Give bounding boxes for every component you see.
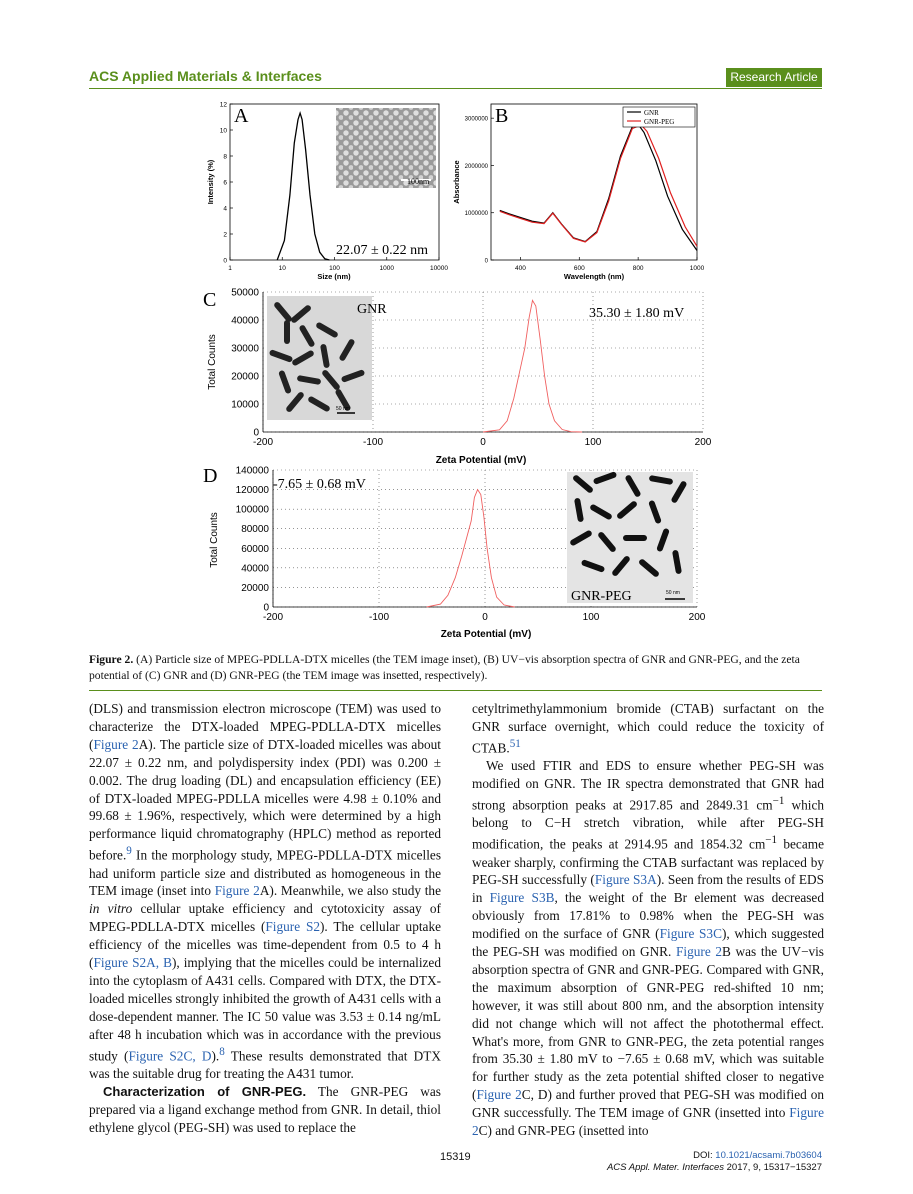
panel-b-x-label: Wavelength (nm) xyxy=(563,272,625,281)
y-tick-label: 0 xyxy=(253,427,259,439)
text-run: The GNR-PEG was prepared via a ligand exchange method from GNR. In detail, thiol ethylene glycol (PEG-SH) was used to replace the xyxy=(89,1083,441,1135)
panel-d-y-ticks xyxy=(236,466,270,614)
journal-name: ACS Applied Materials & Interfaces xyxy=(89,68,322,84)
panel-a-scale-label: 100nm xyxy=(407,177,430,186)
text-run: became weaker sharply, confirming the CTAB surfactant was replaced by PEG-SH successfully ( xyxy=(472,836,824,888)
y-tick-label: 120000 xyxy=(235,485,269,497)
paragraph xyxy=(472,757,824,1140)
text-run: A). Meanwhile, we also study the xyxy=(259,883,441,899)
italic-text: in vitro xyxy=(89,901,133,917)
text-run: In the morphology study, MPEG-PDLLA-DTX micelles had uniform particle size and distributed as homogeneous in the TEM image (inset into xyxy=(89,847,441,899)
panel-c-scale-label: 50 nm xyxy=(336,406,350,412)
y-tick-label: 100000 xyxy=(235,504,269,516)
figure-link[interactable]: Figure 2 xyxy=(214,883,260,899)
panel-c-x-ticks xyxy=(253,437,712,448)
x-tick-label: 100 xyxy=(584,437,602,448)
panel-b-legend xyxy=(623,107,695,127)
section-subheading: Characterization of GNR-PEG. xyxy=(103,1083,307,1099)
text-run: cellular uptake efficiency and cytotoxicity assay of MPEG-PDLLA-DTX micelles ( xyxy=(89,901,441,935)
paragraph xyxy=(89,1083,441,1137)
supplementary-figure-link[interactable]: Figure S2 xyxy=(265,919,320,935)
panel-d-inset-label: GNR-PEG xyxy=(571,589,632,604)
x-tick-label: 0 xyxy=(482,612,488,623)
text-run: C, D) and further proved that PEG-SH was modified on GNR successfully. The TEM image of GNR (insetted into xyxy=(472,1087,824,1121)
text-run: , the weight of the Br element was decreased obviously from 17.81% to 0.98% when the PEG-SH was modified on the surface of GNR ( xyxy=(472,890,824,942)
y-tick-label: 20000 xyxy=(231,371,259,383)
panel-a xyxy=(206,102,448,282)
text-run: These results demonstrated that DTX was the suitable drug for treating the A431 tumor. xyxy=(89,1048,441,1081)
figure-link[interactable]: Figure 2 xyxy=(476,1087,522,1103)
y-tick-label: 4 xyxy=(223,205,227,213)
y-tick-label: 2 xyxy=(223,231,227,239)
text-run: We used FTIR and EDS to ensure whether PEG-SH was modified on GNR. The IR spectra demonstrated that GNR had strong absorption peaks at 2917.85 and 2849.31 cm xyxy=(472,758,824,813)
y-tick-label: 2000000 xyxy=(464,163,488,170)
text-run: (DLS) and transmission electron microscope (TEM) was used to characterize the DTX-loaded MPEG-PDLLA-DTX micelles ( xyxy=(89,701,441,752)
supplementary-figure-link[interactable]: Figure S3A xyxy=(594,872,657,888)
nanorod xyxy=(284,320,290,344)
text-run: ), which suggested the PEG-SH was modified on GNR. xyxy=(472,926,824,960)
panel-c-letter: C xyxy=(203,289,217,311)
y-tick-label: 50000 xyxy=(231,287,259,299)
x-tick-label: 600 xyxy=(573,265,585,272)
y-tick-label: 1000000 xyxy=(464,211,488,218)
figure-caption-label: Figure 2. xyxy=(89,653,134,666)
nanorod xyxy=(623,535,647,541)
paragraph xyxy=(89,700,441,1083)
panel-a-letter: A xyxy=(234,105,249,127)
panel-b-legend-gnr-peg: GNR-PEG xyxy=(644,118,675,126)
panel-d-x-ticks xyxy=(263,612,706,623)
text-column-right xyxy=(472,700,824,1140)
y-tick-label: 0 xyxy=(263,602,269,614)
y-tick-label: 0 xyxy=(484,258,488,265)
panel-b-y-label: Absorbance xyxy=(452,160,461,204)
reference-link[interactable]: 51 xyxy=(509,737,521,750)
reference-link[interactable]: 9 xyxy=(126,845,132,858)
supplementary-figure-link[interactable]: Figure S2A, B xyxy=(93,955,172,971)
panel-b-letter: B xyxy=(495,105,509,127)
x-tick-label: 200 xyxy=(688,612,706,623)
panel-c-y-ticks xyxy=(231,288,259,439)
doi-citation xyxy=(607,1150,822,1174)
citation-line xyxy=(607,1162,822,1174)
figure-2 xyxy=(203,100,713,640)
x-tick-label: 10 xyxy=(278,265,286,272)
panel-c-inset-label: GNR xyxy=(357,302,387,317)
panel-d-scale-label: 50 nm xyxy=(666,590,680,596)
x-tick-label: -100 xyxy=(362,437,384,448)
text-run: ). Seen from the results of EDS in xyxy=(472,872,824,906)
article-type-badge: Research Article xyxy=(726,68,822,87)
figure-2-graphic xyxy=(203,100,713,640)
x-tick-label: -200 xyxy=(252,437,274,448)
x-tick-label: -200 xyxy=(262,612,284,623)
y-tick-label: 60000 xyxy=(241,543,269,555)
paragraph xyxy=(472,700,824,757)
superscript: −1 xyxy=(765,834,778,847)
text-run: which belong to C−H stretch vibration, while after PEG-SH modification, the peaks at 2914.95 and 1854.32 cm xyxy=(472,797,824,852)
x-tick-label: 200 xyxy=(694,437,712,448)
text-run: cetyltrimethylammonium bromide (CTAB) surfactant on the GNR surface overnight, which could reduce the toxicity of CTAB. xyxy=(472,701,824,756)
text-run: ). The cellular uptake efficiency of the micelles was time-dependent from 0.5 to 4 h ( xyxy=(89,919,442,971)
x-tick-label: 0 xyxy=(480,437,486,448)
panel-d-zeta-annotation: -7.65 ± 0.68 mV xyxy=(273,477,366,492)
panel-b xyxy=(452,104,705,281)
panel-b-legend-gnr: GNR xyxy=(644,109,659,117)
y-tick-label: 12 xyxy=(219,101,227,109)
doi-link[interactable]: 10.1021/acsami.7b03604 xyxy=(715,1150,822,1161)
superscript: −1 xyxy=(772,794,785,807)
text-run: B was the UV−vis absorption spectra of GNR and GNR-PEG. Compared with GNR, the maximum absorption of GNR-PEG red-shifted 10 nm; however, it was still about 800 nm, and the absorption intensity did not change which will not affect the photothermal effect. What's more, from GNR to GNR-PEG, the zeta potential ranges from 35.30 ± 1.80 mV to −7.65 ± 0.68 mV, which was suitable for further study as the zeta potential shifted closer to negative ( xyxy=(472,944,824,1103)
figure-link[interactable]: Figure 2 xyxy=(472,1105,824,1139)
reference-link[interactable]: 8 xyxy=(219,1045,225,1058)
figure-link[interactable]: Figure 2 xyxy=(93,736,139,752)
text-run: A). The particle size of DTX-loaded micelles was about 22.07 ± 0.22 nm, and polydispersity index (PDI) was 0.200 ± 0.002. The drug loading (DL) and encapsulation efficiency (EE) of DTX-loaded MPEG-PDLLA micelles were 4.98 ± 0.10% and 99.68 ± 1.96%, respectively, which were determined by a high performance liquid chromatography (HPLC) method as reported before. xyxy=(89,736,441,863)
y-tick-label: 6 xyxy=(223,179,227,187)
panel-b-frame xyxy=(491,104,697,260)
x-tick-label: 100 xyxy=(582,612,600,623)
x-tick-label: 100 xyxy=(329,265,340,272)
panel-c-x-label: Zeta Potential (mV) xyxy=(435,455,527,466)
text-column-left xyxy=(89,700,441,1137)
panel-d-letter: D xyxy=(203,465,218,487)
panel-d xyxy=(203,465,706,640)
panel-c-zeta-annotation: 35.30 ± 1.80 mV xyxy=(589,306,685,321)
x-tick-label: 1000 xyxy=(379,265,394,272)
citation-details: 2017, 9, 15317−15327 xyxy=(724,1162,822,1173)
x-tick-label: 1000 xyxy=(689,265,705,272)
x-tick-label: 400 xyxy=(514,265,526,272)
y-tick-label: 8 xyxy=(223,153,227,161)
page-number: 15319 xyxy=(440,1151,471,1163)
panel-d-y-label: Total Counts xyxy=(209,512,220,568)
y-tick-label: 10000 xyxy=(231,399,259,411)
y-tick-label: 10 xyxy=(219,127,227,135)
supplementary-figure-link[interactable]: Figure S2C, D xyxy=(128,1048,212,1064)
y-tick-label: 20000 xyxy=(241,582,269,594)
panel-a-x-label: Size (nm) xyxy=(317,272,351,281)
y-tick-label: 140000 xyxy=(235,465,269,477)
panel-d-x-label: Zeta Potential (mV) xyxy=(440,629,532,640)
y-tick-label: 80000 xyxy=(241,524,269,536)
y-tick-label: 0 xyxy=(223,257,227,265)
citation-journal: ACS Appl. Mater. Interfaces xyxy=(606,1162,724,1173)
x-tick-label: 10000 xyxy=(429,265,449,272)
panel-b-y-ticks xyxy=(465,117,494,265)
text-run: ). xyxy=(211,1048,220,1064)
text-run: ), implying that the micelles could be internalized into the cytoplasm of A431 cells. Compared with DTX, the DTX-loaded micelles strongly inhibited the growth of A431 cells with a dose-dependent manner. The IC 50 value was 3.53 ± 0.14 ng/mL after 48 h incubation which was in accordance with the previous study ( xyxy=(89,955,441,1064)
caption-rule xyxy=(89,690,822,691)
x-tick-label: 1 xyxy=(228,265,232,272)
supplementary-figure-link[interactable]: Figure S3B xyxy=(489,890,555,906)
doi-line xyxy=(607,1150,822,1162)
y-tick-label: 40000 xyxy=(231,315,259,327)
y-tick-label: 30000 xyxy=(231,343,259,355)
panel-c xyxy=(203,288,712,467)
panel-a-tem-inset xyxy=(336,108,436,188)
doi-label: DOI: xyxy=(693,1150,716,1161)
figure-caption-text: (A) Particle size of MPEG-PDLLA-DTX micelles (the TEM image inset), (B) UV−vis absorption spectra of GNR and GNR-PEG, and the zeta potential of (C) GNR and (D) GNR-PEG (the TEM image was insetted, respectively). xyxy=(89,653,800,682)
supplementary-figure-link[interactable]: Figure S3C xyxy=(659,926,722,942)
panel-c-y-label: Total Counts xyxy=(207,334,218,390)
x-tick-label: -100 xyxy=(368,612,390,623)
y-tick-label: 40000 xyxy=(241,563,269,575)
x-tick-label: 800 xyxy=(632,265,644,272)
panel-a-y-label: Intensity (%) xyxy=(206,159,215,205)
header-rule xyxy=(89,88,822,89)
y-tick-label: 3000000 xyxy=(464,116,488,123)
figure-caption xyxy=(89,652,822,684)
panel-a-size-annotation: 22.07 ± 0.22 nm xyxy=(336,243,429,258)
figure-link[interactable]: Figure 2 xyxy=(676,944,723,960)
text-run: C) and GNR-PEG (insetted into xyxy=(478,1123,649,1139)
